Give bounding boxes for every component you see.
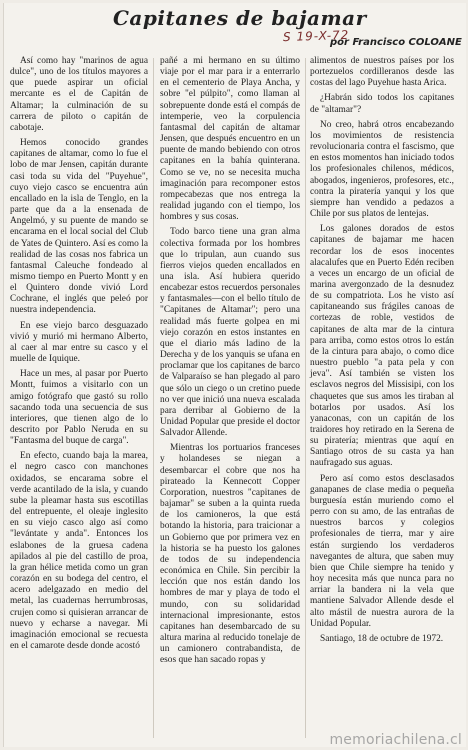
column-divider bbox=[153, 58, 154, 738]
column-divider bbox=[305, 58, 306, 738]
paragraph: ¿Habrán sido todos los capitanes de "altamar"? bbox=[310, 93, 454, 115]
site-watermark: memoriachilena.cl bbox=[329, 732, 462, 748]
paragraph: pañé a mi hermano en su último viaje por el mar para ir a enterrarlo en el cementerio de Playa Ancha, y sobre "el púlpito", como llaman al sobrepuente donde está el compás de intemperie, veo la corpulencia fantasmal del capitán de altamar Jensen, que después encuentro en un puente de mando bebiendo con otros capitanes en la bahía quinterana. Como se ve, no se necesita mucha imaginación para recomponer estos rompecabezas que nos entrega la realidad jugando con el tiempo, los hombres y sus cosas. bbox=[160, 56, 300, 223]
article-column-1 bbox=[10, 56, 148, 656]
paragraph: Los galones dorados de estos capitanes de bajamar me hacen recordar los de esos inocentes alacalufes que en Puerto Edén reciben a veces un encargo de un oficial de marina avergonzado de la desnudez de su compatriota. Los he visto así capitaneando sus frágiles canoas de cortezas de roble, vestidos de capitanes de alta mar de la cintura para arriba, como estos otros lo están de la cintura para abajo, o como dice nuestro pueblo "a pata pela y con jeva". Así también se visten los esclavos negros del Missisipi, con los chaquetes que sus amos les tiraban al botarlos por usados. Así los yanaconas, con un capitán de los traidores hoy retirado en la Serena de su piratería; mientras que aquí en Santiago otros de su casta ya han naufragado sus aguas. bbox=[310, 224, 454, 469]
article-title: Capitanes de bajamar bbox=[113, 6, 367, 30]
paragraph: Pero así como estos desclasados ganapanes de clase media o pequeña burguesía están muriendo como el perro con su amo, de las entrañas de nuestros barcos y colegios profesionales de tierra, mar y aire están surgiendo los verdaderos navegantes de altura, que saben muy bien que Chile siempre ha tenido y hoy necesita más que nunca para no arriar la bandera ni la vela que mantiene Salvador Allende desde el alto mástil de nuestra aurora de la Unidad Popular. bbox=[310, 473, 454, 629]
paragraph: Así como hay "marinos de agua dulce", uno de los títulos mayores a que puede aspirar un oficial mercante es el de Capitán de Altamar; la culminación de su carrera de piloto o capitán de cabotaje. bbox=[10, 56, 148, 133]
paragraph: Todo barco tiene una gran alma colectiva formada por los hombres que lo tripulan, aun cuando sus fierros viejos queden encallados en una isla. Así hubiera querido encabezar estos recuerdos personales y fantasmales—con el bello título de "Capitanes de Altamar"; pero una realidad más fuerte golpea en mi viejo corazón en estos instantes en que el diario más ladino de la Derecha y de los yanquis se ufana en proclamar que los capitanes de barco de Valparaíso se han plegado al paro que sólo un ciego o un cretino puede no ver que inició una nueva escalada para derribar al Gobierno de la Unidad Popular que preside el doctor Salvador Allende. bbox=[160, 227, 300, 439]
paragraph: Hace un mes, al pasar por Puerto Montt, fuimos a visitarlo con un amigo fotógrafo que gastó su rollo sacando toda una secuencia de sus interiores, que tienen algo de lo descrito por Pablo Neruda en su "Fantasma del buque de carga". bbox=[10, 369, 148, 447]
article-column-2 bbox=[160, 56, 300, 670]
paragraph: En efecto, cuando baja la marea, el negro casco con manchones oxidados, se encarama sobre el verde acantilado de la isla, y cuando sube la pleamar hasta sus escotillas del entrepuente, el oleaje inglesito en su viejo casco algo así como "levántate y anda". Entonces los eslabones de la gruesa cadena apilados al pie del castillo de proa, la gran hélice metida como un gran corazón en su bodega del centro, el acero adelgazado en medio del metal, las cuadernas herrumbrosas, crujen como si quisieran arrancar de nuevo y echarse a navegar. Mi imaginación emocional se recuesta en el camarote desde donde acostó bbox=[10, 451, 148, 651]
paragraph: Mientras los portuarios franceses y holandeses se niegan a desembarcar el cobre que nos ha pirateado la Kennecott Copper Corporation, nuestros "capitanes de bajamar" se suben a la quinta rueda de los camioneros, la que está botando la historia, para traicionar a un Gobierno que por primera vez en la historia se ha puesto los galones de todos de su independencia económica en Chile. Sin percibir la lección que nos están dando los hombres de mar y playa de todo el mundo, con su solidaridad internacional impresionante, estos capitanes han desembarcado de su altura marina al reducido tonelaje de un camionero contrabandista, de esos que han sacado ropas y bbox=[160, 443, 300, 666]
paragraph: En ese viejo barco desguazado vivió y murió mi hermano Alberto, al caer al mar entre su casco y el muelle de Iquique. bbox=[10, 320, 148, 365]
paragraph: Hemos conocido grandes capitanes de altamar, como lo fue el lobo de mar Jensen, capitán durante casi toda su vida del "Puyehue", cuyo viejo casco se encuentra aún encallado en la isla de Tenglo, en la parte que da a la ensenada de Angelmó, y su puente de mando se encarama en el local social del Club de Yates de Quintero. Así es como la realidad de las cosas nos fabrica un fantasmal Caleuche fondeado al mismo tiempo en Puerto Montt y en el Quintero donde vivió Lord Cochrane, el inglés que peleó por nuestra independencia. bbox=[10, 138, 148, 316]
handwritten-date: S 19-X-72 bbox=[282, 27, 350, 45]
article-column-3 bbox=[310, 56, 454, 649]
paragraph: No creo, habrá otros encabezando los movimientos de resistencia revolucionaria contra el fascismo, que en estos momentos han iniciado todos los profesionales chilenos, médicos, abogados, ingenieros, profesores, etc., contra la piratería yanqui y los que siempre han vendido a pedazos a Chile por sus platos de lentejas. bbox=[310, 119, 454, 220]
author-byline: por Francisco COLOANE bbox=[330, 37, 462, 48]
paragraph: alimentos de nuestros países por los portezuelos cordilleranos desde las costas del lago Puyehue hasta Arica. bbox=[310, 56, 454, 89]
paragraph: Santiago, 18 de octubre de 1972. bbox=[320, 633, 444, 644]
